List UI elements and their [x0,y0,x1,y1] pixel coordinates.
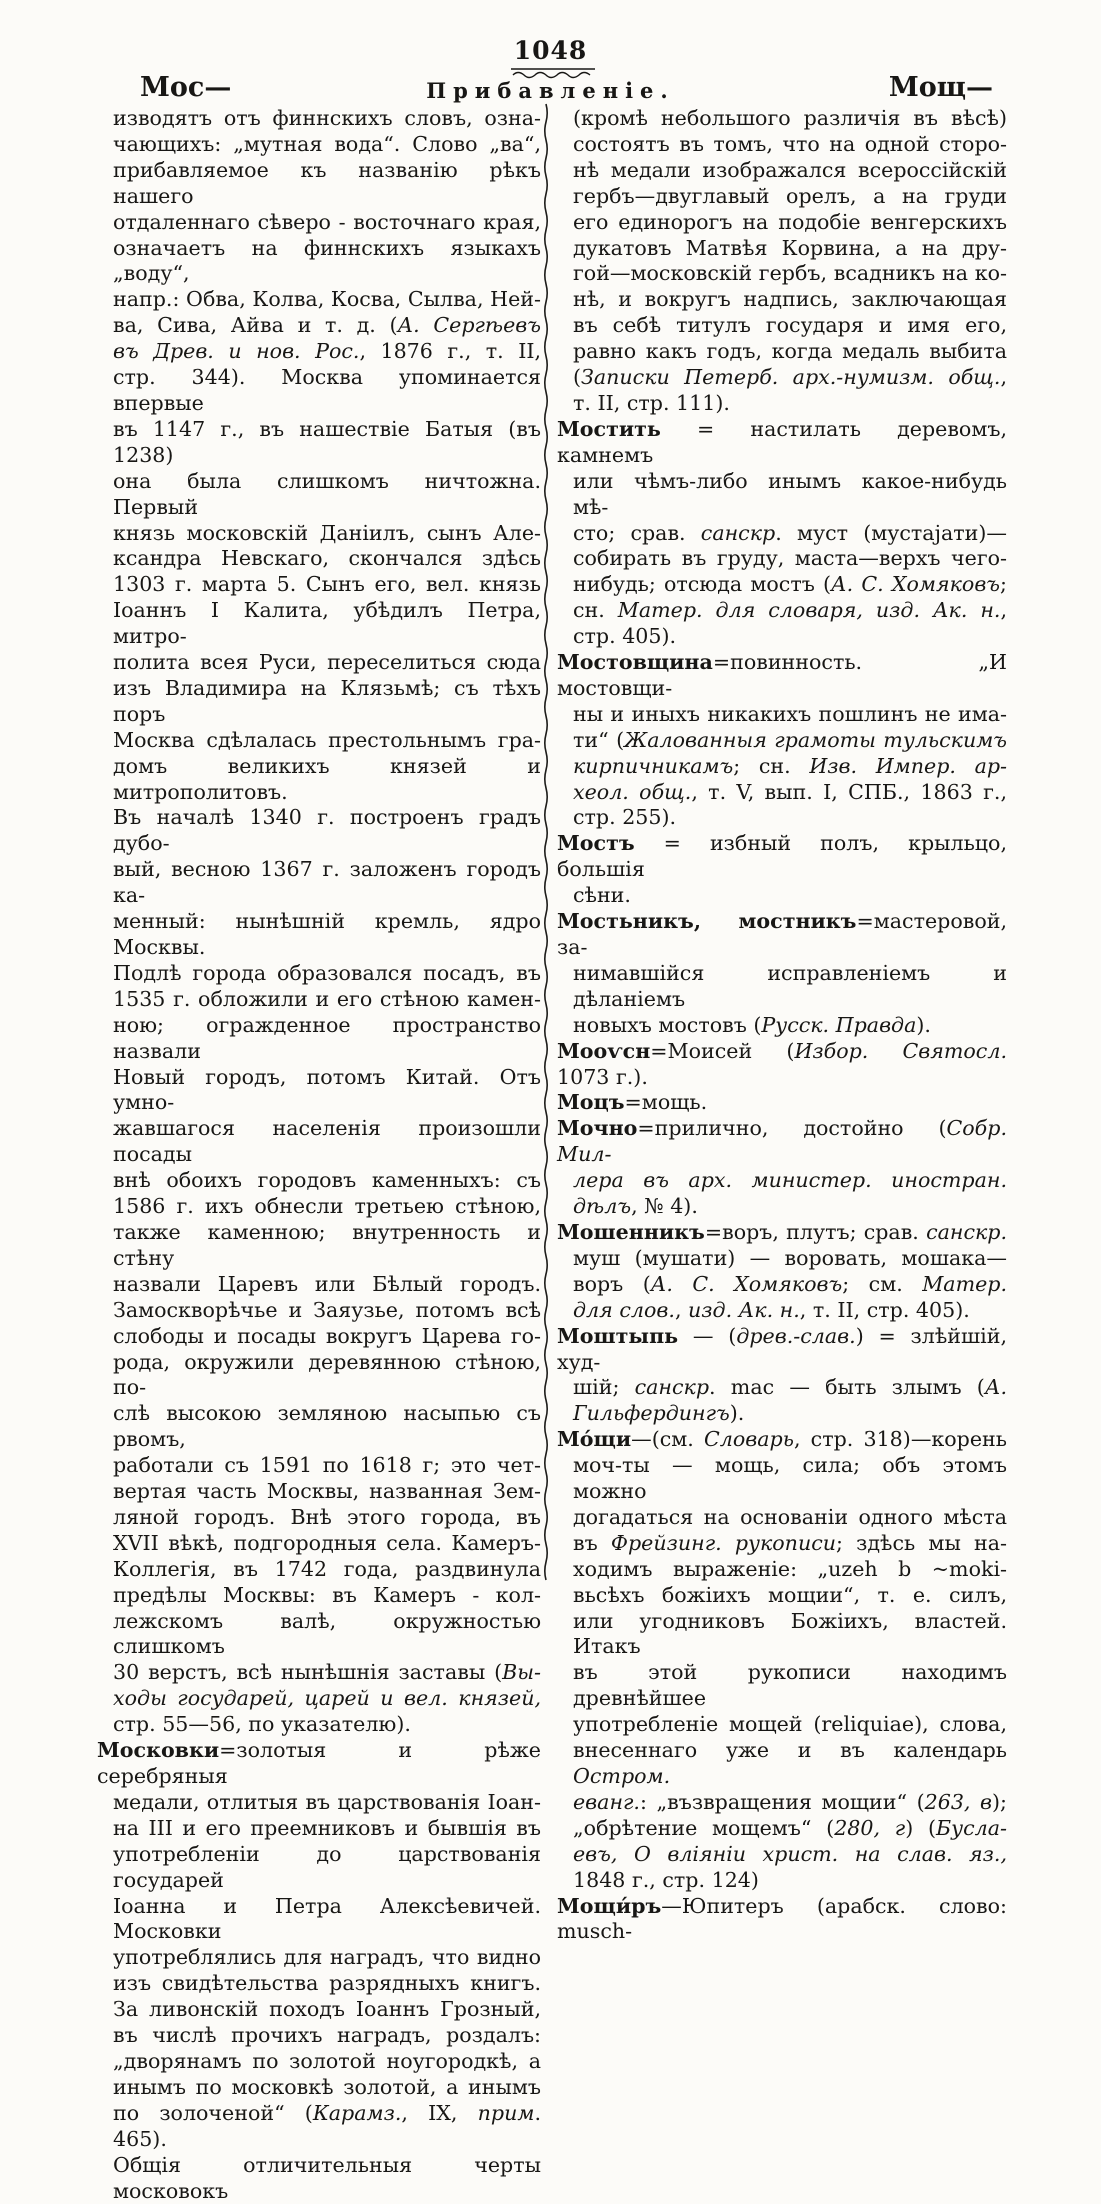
text-line: ною; огражденное пространство назвали [113,1012,541,1063]
text-line: напр.: Обва, Колва, Косва, Сылва, Ней- [113,287,541,312]
text-line: Замоскворѣчье и Заяузье, потомъ всѣ [113,1297,541,1322]
text-line: Гильфердингъ). [573,1401,745,1426]
continuation-paragraph [97,106,541,1738]
text-line: также каменною; внутренность и стѣну [113,1219,541,1270]
text-line: въ Фрейзинг. рукописи; здѣсь мы на- [573,1530,1007,1555]
text-line: употребленіе мощей (reliquiae), слова, [573,1712,1007,1737]
text-line: Іоаннъ I Калита, убѣдилъ Петра, митро- [113,598,541,649]
text-line: его единорогъ на подобіе венгерскихъ [573,209,1007,234]
text-line: стр. 55—56, по указателю). [113,1712,411,1737]
dictionary-entry [557,831,1007,909]
column-right [557,106,1007,1945]
text-line: стр. 405). [573,624,677,649]
text-line: менный: нынѣшній кремль, ядро Москвы. [113,909,541,959]
text-line: лежскомъ валѣ, окружностью слишкомъ [113,1608,541,1659]
dictionary-entry [557,1116,1007,1220]
text-line: чающихъ: „мутная вода“. Слово „ва“, [113,131,541,156]
text-line: въ себѣ титулъ государя и имя его, [573,313,1007,338]
text-line: Подлѣ города образовался посадъ, въ [113,960,541,985]
text-line: 1586 г. ихъ обнесли третьею стѣною, [113,1194,541,1219]
text-line: ходы государей, царей и вел. князей, [113,1686,541,1711]
text-line: „дворянамъ по золотой ноугородкѣ, а [113,2048,541,2073]
text-line: За ливонскій походъ Іоаннъ Грозный, [113,1997,541,2022]
text-line: внѣ обоихъ городовъ каменныхъ: съ [113,1168,541,1193]
dictionary-entry [557,1090,1007,1116]
text-line: Мочно=прилично, достойно (Собр. Мил- [557,1116,1007,1167]
text-line: Мошенникъ=воръ, плутъ; срав. санскр. [557,1219,1007,1244]
text-line: Мостъ = избный полъ, крыльцо, большія [557,831,1007,882]
text-line: князь московскій Даніилъ, сынъ Але- [113,520,541,545]
dictionary-entry [557,1894,1007,1946]
column-divider [541,102,551,1594]
text-line: лера въ арх. министер. иностран. [573,1168,1007,1193]
text-line: въ 1147 г., въ нашествіе Батыя (въ 1238) [113,416,541,467]
text-line: сто; срав. санскр. муст (мустаjати)— [573,520,1007,545]
text-line: слободы и посады вокругъ Царева го- [113,1323,541,1348]
text-line: въ этой рукописи находимъ древнѣйшее [573,1660,1007,1711]
text-line: моч-ты — мощь, сила; объ этомъ можно [573,1453,1007,1504]
dictionary-entry [557,417,1007,650]
text-line: стр. 255). [573,805,677,830]
text-line: означаетъ на финнскихъ языкахъ „воду“, [113,235,541,286]
text-line: стр. 344). Москва упоминается впервые [113,365,541,415]
text-line: Мооѵсн=Моисей (Избор. Святосл. 1073 г.). [557,1038,1008,1089]
text-line: евъ, О вліяніи христ. на слав. яз., [573,1841,1007,1866]
text-line: употреблялись для наградъ, что видно [113,1945,541,1970]
text-line: назвали Царевъ или Бѣлый городъ. [113,1271,541,1296]
dictionary-entry [557,1427,1007,1893]
text-line: шій; санскр. mac — быть злымъ (А. [573,1375,1007,1400]
text-line: ти“ (Жалованныя грамоты тульскимъ [573,727,1008,752]
text-line: изъ Владимира на Клязьмѣ; съ тѣхъ поръ [113,675,541,726]
text-line: Въ началѣ 1340 г. построенъ градъ дубо- [113,805,541,856]
text-line: рода, окружили деревянною стѣною, по- [113,1349,541,1400]
text-line: отдаленнаго сѣверо - восточнаго края, [113,209,541,234]
page-number: 1048 [513,36,588,65]
text-line: домъ великихъ князей и митрополитовъ. [113,753,541,804]
text-line: Общія отличительныя черты московокъ [113,2152,541,2203]
text-line: Мостить = настилать деревомъ, камнемъ [557,416,1007,467]
text-line: 1848 г., стр. 124) [573,1867,759,1892]
dictionary-entry [557,1324,1007,1428]
text-line: Моцъ=мощь. [557,1090,708,1115]
section-title: Прибавленіе. [426,78,675,103]
text-line: новыхъ мостовъ (Русск. Правда). [573,1012,931,1037]
running-head-left: Мос— [140,72,232,103]
dictionary-entry [97,1738,541,2204]
text-line: дѣлъ, № 4). [573,1194,698,1219]
text-line: нибудь; отсюда мостъ (А. С. Хомяковъ; [573,572,1007,597]
text-line: жавшагося населенія произошли посады [113,1116,541,1167]
text-line: муш (мушати) — воровать, мошака— [573,1245,1007,1270]
text-line: ксандра Невскаго, скончался здѣсь [113,546,541,571]
text-line: Московки=золотыя и рѣже серебряныя [97,1738,541,1788]
text-line: въ Древ. и нов. Рос., 1876 г., т. II, [113,339,542,364]
text-line: вый, весною 1367 г. заложенъ городъ ка- [113,857,541,908]
text-line: предѣлы Москвы: въ Камеръ - кол- [113,1582,541,1607]
text-line: еванг.: „възвращения мощии“ (263, в); [573,1789,1007,1814]
text-line: Моштыпь — (древ.-слав.) = злѣйшій, худ- [557,1323,1007,1374]
text-line: прибавляемое къ названію рѣкъ нашего [113,157,541,208]
continuation-paragraph [557,106,1007,417]
text-line: догадаться на основаніи одного мѣста [573,1504,1007,1529]
text-line: (кромѣ небольшого различія въ вѣсѣ) [573,106,1007,130]
text-line: работали съ 1591 по 1618 г; это чет- [113,1453,541,1478]
text-line: ляной городъ. Внѣ этого города, въ [113,1504,541,1529]
text-line: равно какъ годъ, когда медаль выбита [573,339,1007,364]
text-line: Мо́щи—(см. Словарь, стр. 318)—корень [557,1427,1007,1452]
text-line: т. II, стр. 111). [573,390,730,415]
text-line: состоятъ въ томъ, что на одной сторо- [573,131,1007,156]
running-head-right: Мощ— [888,72,993,103]
page-header [0,72,1101,106]
text-line: ва, Сива, Айва и т. д. (А. Сергѣевъ [113,313,541,338]
text-line: вертая часть Москвы, названная Зем- [113,1479,541,1504]
text-line: инымъ по московкѣ золотой, а инымъ [113,2074,541,2099]
text-line: сѣни. [573,883,631,908]
text-line: 1535 г. обложили и его стѣною камен- [113,986,541,1011]
text-line: нимавшійся исправленіемъ и дѣланіемъ [573,960,1007,1011]
text-line: ходимъ выраженіе: „uzeh b ~moki- [573,1556,1007,1581]
text-line: или чѣмъ-либо инымъ какое-нибудь мѣ- [573,468,1007,519]
dictionary-entry [557,1039,1007,1091]
text-line: Мостьникъ, мостникъ=мастеровой, за- [557,909,1007,959]
text-line: XVII вѣкѣ, подгородныя села. Камеръ- [113,1530,541,1555]
text-line: гой—московскій гербъ, всадникъ на ко- [573,261,1007,286]
text-line: Москва сдѣлалась престольнымъ гра- [113,727,541,752]
text-line: изъ свидѣтельства разрядныхъ книгъ. [113,1971,541,1996]
text-line: Мостовщина=повинность. „И мостовщи- [557,650,1007,700]
text-line: по золоченой“ (Карамз., IX, прим. 465). [113,2100,541,2151]
text-line: медали, отлитыя въ царствованія Іоан- [113,1789,541,1814]
text-line: Новый городъ, потомъ Китай. Отъ умно- [113,1064,541,1115]
text-line: (Записки Петерб. арх.-нумизм. общ., [573,365,1007,390]
column-left [97,106,541,2204]
text-line: нѣ, и вокругъ надпись, заключающая [573,287,1007,312]
text-line: ны и иныхъ никакихъ пошлинъ не има- [573,701,1007,726]
text-line: хеол. общ., т. V, вып. I, СПБ., 1863 г., [573,779,1007,804]
text-line: собирать въ груду, маста—верхъ чего- [573,546,1007,571]
text-line: нѣ медали изображался всероссійскій [573,157,1007,182]
text-line: Коллегія, въ 1742 года, раздвинула [113,1556,541,1581]
text-line: для слов., изд. Ак. н., т. II, стр. 405). [573,1297,970,1322]
text-line: изводятъ отъ финнскихъ словъ, озна- [113,106,541,130]
text-line: или угодниковъ Божіихъ, властей. Итакъ [573,1608,1007,1659]
text-line: воръ (А. С. Хомяковъ; см. Матер. [573,1271,1008,1296]
text-line: сн. Матер. для словаря, изд. Ак. н., [573,598,1007,623]
text-line: на III и его преемниковъ и бывшія въ [113,1815,541,1840]
text-line: 1303 г. марта 5. Сынъ его, вел. князь [113,572,541,597]
text-line: Мощи́ръ—Юпитеръ (арабск. слово: musch- [557,1893,1007,1944]
text-line: слѣ высокою земляною насыпью съ рвомъ, [113,1401,541,1452]
text-line: кирпичникамъ; сн. Изв. Импер. ар- [573,753,1007,778]
text-line: дукатовъ Матвѣя Корвина, а на дру- [573,235,1007,260]
text-line: полита всея Руси, переселиться сюда [113,650,541,675]
text-line: вьсѣхъ божіихъ мощии“, т. е. силъ, [573,1582,1007,1607]
text-line: она была слишкомъ ничтожна. Первый [113,468,541,519]
text-line: 30 верстъ, всѣ нынѣшнія заставы (Вы- [113,1660,541,1685]
text-line: внесеннаго уже и въ календарь Остром. [573,1738,1007,1788]
dictionary-entry [557,650,1007,831]
text-line: „обрѣтение мощемъ“ (280, г) (Бусла- [573,1815,1007,1840]
dictionary-entry [557,909,1007,1039]
text-line: Іоанна и Петра Алексѣевичей. Московки [113,1893,541,1944]
text-line: въ числѣ прочихъ наградъ, роздалъ: [113,2023,541,2048]
text-line: гербъ—двуглавый орелъ, а на груди [573,183,1007,208]
dictionary-entry [557,1220,1007,1324]
text-line: употребленіи до царствованія государей [113,1841,541,1892]
